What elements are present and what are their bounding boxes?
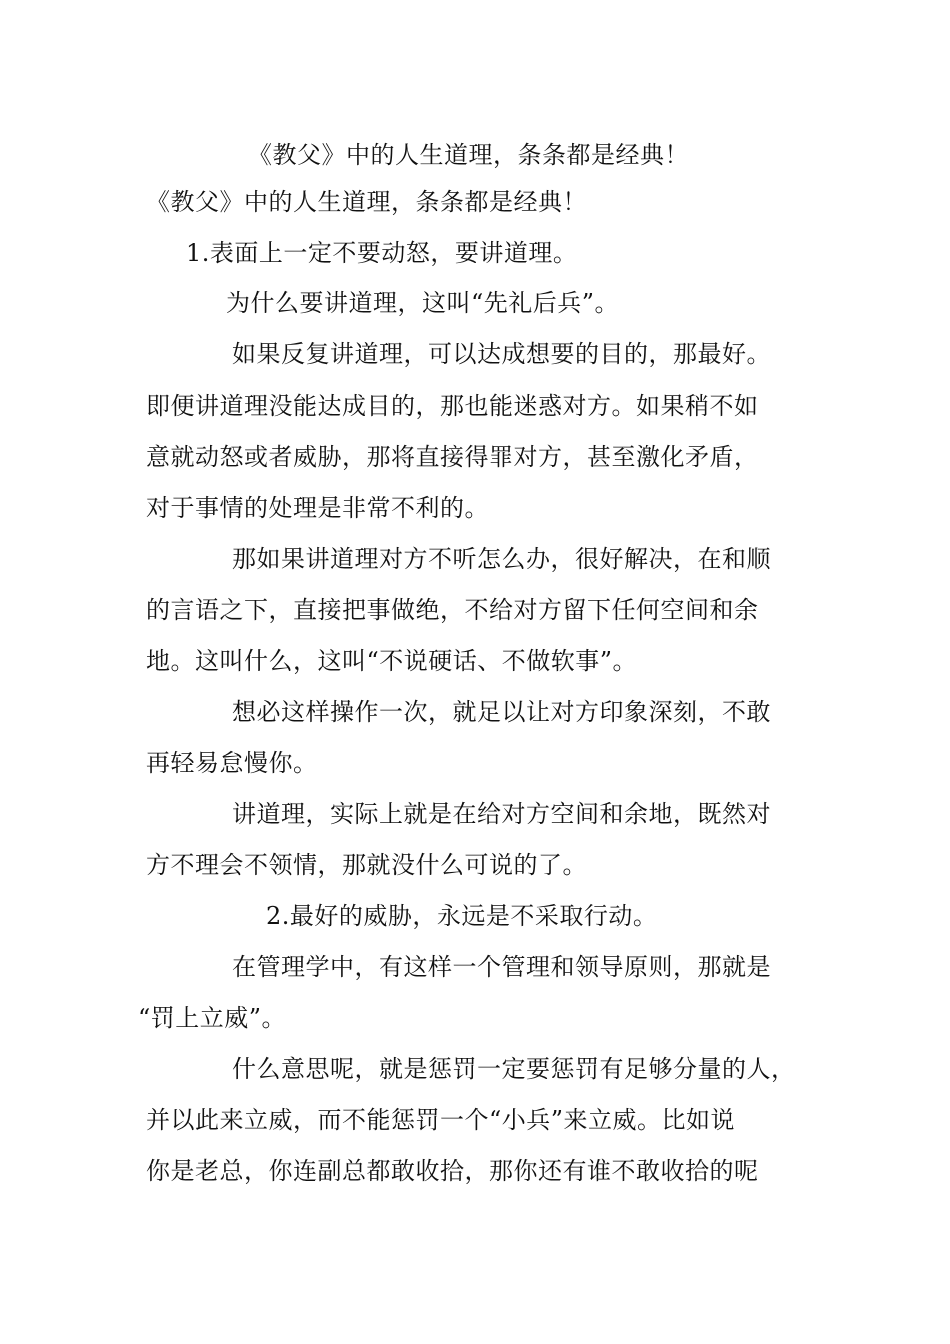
paragraph-line: 为什么要讲道理，这叫“先礼后兵”。 — [226, 289, 620, 317]
paragraph-line: 再轻易怠慢你。 — [146, 749, 318, 777]
paragraph-line: 地。这叫什么，这叫“不说硬话、不做软事”。 — [146, 647, 638, 675]
document-subtitle: 《教父》中的人生道理，条条都是经典！ — [146, 188, 587, 216]
section-heading-1: 1.表面上一定不要动怒，要讲道理。 — [186, 239, 578, 267]
document-title: 《教父》中的人生道理，条条都是经典！ — [248, 141, 689, 169]
paragraph-line: 即便讲道理没能达成目的，那也能迷惑对方。如果稍不如 — [146, 392, 759, 420]
paragraph-line: 方不理会不领情，那就没什么可说的了。 — [146, 851, 587, 879]
paragraph-line: 如果反复讲道理，可以达成想要的目的，那最好。 — [232, 340, 771, 368]
paragraph-line: 什么意思呢，就是惩罚一定要惩罚有足够分量的人， — [232, 1055, 796, 1083]
section-heading-2: 2.最好的威胁，永远是不采取行动。 — [266, 902, 658, 930]
paragraph-line: 的言语之下，直接把事做绝，不给对方留下任何空间和余 — [146, 596, 759, 624]
paragraph-line: 想必这样操作一次，就足以让对方印象深刻，不敢 — [232, 698, 771, 726]
paragraph-line: 并以此来立威，而不能惩罚一个“小兵”来立威。比如说 — [146, 1106, 736, 1134]
paragraph-line: 你是老总，你连副总都敢收拾，那你还有谁不敢收拾的呢 — [146, 1157, 759, 1185]
paragraph-line: 讲道理，实际上就是在给对方空间和余地，既然对 — [232, 800, 771, 828]
paragraph-line: 在管理学中，有这样一个管理和领导原则，那就是 — [232, 953, 771, 981]
paragraph-line: 意就动怒或者威胁，那将直接得罪对方，甚至激化矛盾， — [146, 443, 759, 471]
paragraph-line: 对于事情的处理是非常不利的。 — [146, 494, 489, 522]
paragraph-line: 那如果讲道理对方不听怎么办，很好解决，在和顺 — [232, 545, 771, 573]
paragraph-line: “罚上立威”。 — [138, 1004, 287, 1032]
